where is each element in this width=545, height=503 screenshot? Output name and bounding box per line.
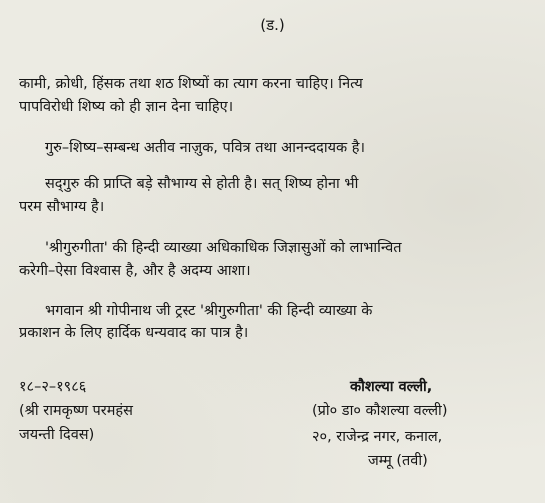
paragraph-2-line-1: गुरु–शिष्य–सम्बन्ध अतीव नाज़ुक, पवित्र तथा आनन्ददायक है। [45,140,365,156]
paragraph-3-line-2: परम सौभाग्य है। [19,199,105,215]
address-line-2: जम्मू (तवी) [368,453,428,469]
occasion-line-2: जयन्ती दिवस) [19,427,95,443]
address-line-1: २०, राजेन्द्र नगर, कनाल, [312,429,443,445]
author-title: (प्रो० डा० कौशल्या वल्ली) [312,403,448,419]
paragraph-3-line-1: सद्‌गुरु की प्राप्ति बड़े सौभाग्य से होती है। सत् शिष्य होना भी [45,176,359,192]
paragraph-5-line-1: भगवान श्री गोपीनाथ जी ट्रस्ट 'श्रीगुरुगीता' की हिन्दी व्याख्या के [45,303,373,319]
paragraph-4-line-2: करेगी–ऐसा विश्वास है, और है अदम्य आशा। [19,263,251,279]
paragraph-5-line-2: प्रकाशन के लिए हार्दिक धन्यवाद का पात्र है। [19,325,249,341]
paragraph-1-line-1: कामी, क्रोधी, हिंसक तथा शठ शिष्यों का त्याग करना चाहिए। नित्य [19,76,363,92]
paragraph-1-line-2: पापविरोधी शिष्य को ही ज्ञान देना चाहिए। [19,99,234,115]
author-name: कौशल्या वल्ली, [350,379,433,395]
paragraph-4-line-1: 'श्रीगुरुगीता' की हिन्दी व्याख्या अधिकाधिक जिज्ञासुओं को लाभान्वित [45,240,402,256]
page-label: (ड.) [260,16,285,34]
date: १८–२–१९८६ [19,379,87,395]
occasion-line-1: (श्री रामकृष्ण परमहंस [19,403,133,419]
